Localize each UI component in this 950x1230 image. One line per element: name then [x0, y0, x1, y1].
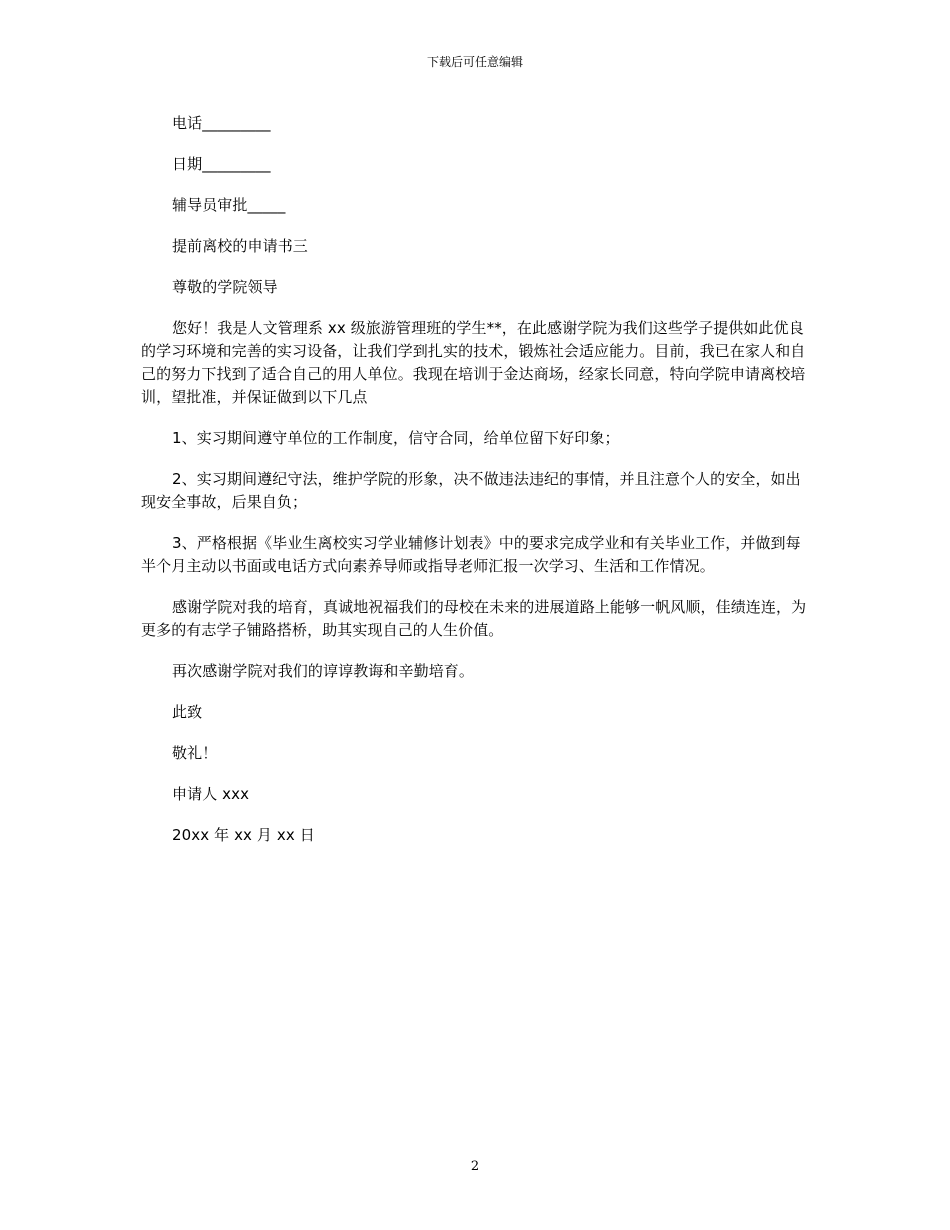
letter-item-2: 2、实习期间遵纪守法，维护学院的形象，决不做违法违纪的事情，并且注意个人的安全，如出现安全事故，后果自负； — [141, 470, 801, 511]
letter-closing-2: 敬礼！ — [172, 744, 218, 762]
letter-intro: 您好！我是人文管理系 xx 级旅游管理班的学生**，在此感谢学院为我们这些学子提供如此优良的学习环境和完善的实习设备，让我们学到扎实的技术，锻炼社会适应能力。目前，我已在家人和自己的努力下找到了适合自己的用人单位。我现在培训于金达商场，经家长同意，特向学院申请离校培训，望批准，并保证做到以下几点 — [141, 319, 806, 406]
letter-item-1: 1、实习期间遵守单位的工作制度，信守合同，给单位留下好印象； — [172, 429, 620, 447]
letter-applicant: 申请人 xxx — [172, 785, 250, 803]
letter-date: 20xx 年 xx 月 xx 日 — [172, 826, 315, 844]
letter-item-3: 3、严格根据《毕业生离校实习学业辅修计划表》中的要求完成学业和有关毕业工作，并做到每半个月主动以书面或电话方式向素养导师或指导老师汇报一次学习、生活和工作情况。 — [141, 534, 801, 575]
letter-closing-1: 此致 — [172, 703, 203, 721]
header-note: 下载后可任意编辑 — [426, 55, 523, 69]
letter-title: 提前离校的申请书三 — [172, 237, 308, 255]
counselor-approval-field: 辅导员审批_____ — [172, 196, 286, 214]
letter-thanks: 感谢学院对我的培育，真诚地祝福我们的母校在未来的进展道路上能够一帆风顺，佳绩连连，为更多的有志学子铺路搭桥，助其实现自己的人生价值。 — [141, 598, 807, 639]
page-number: 2 — [470, 1159, 480, 1174]
letter-salutation: 尊敬的学院领导 — [172, 278, 278, 296]
phone-field: 电话_________ — [172, 114, 271, 132]
letter-thanks-again: 再次感谢学院对我们的谆谆教诲和辛勤培育。 — [172, 662, 475, 680]
date-field: 日期_________ — [172, 155, 271, 173]
document-body — [141, 112, 811, 865]
